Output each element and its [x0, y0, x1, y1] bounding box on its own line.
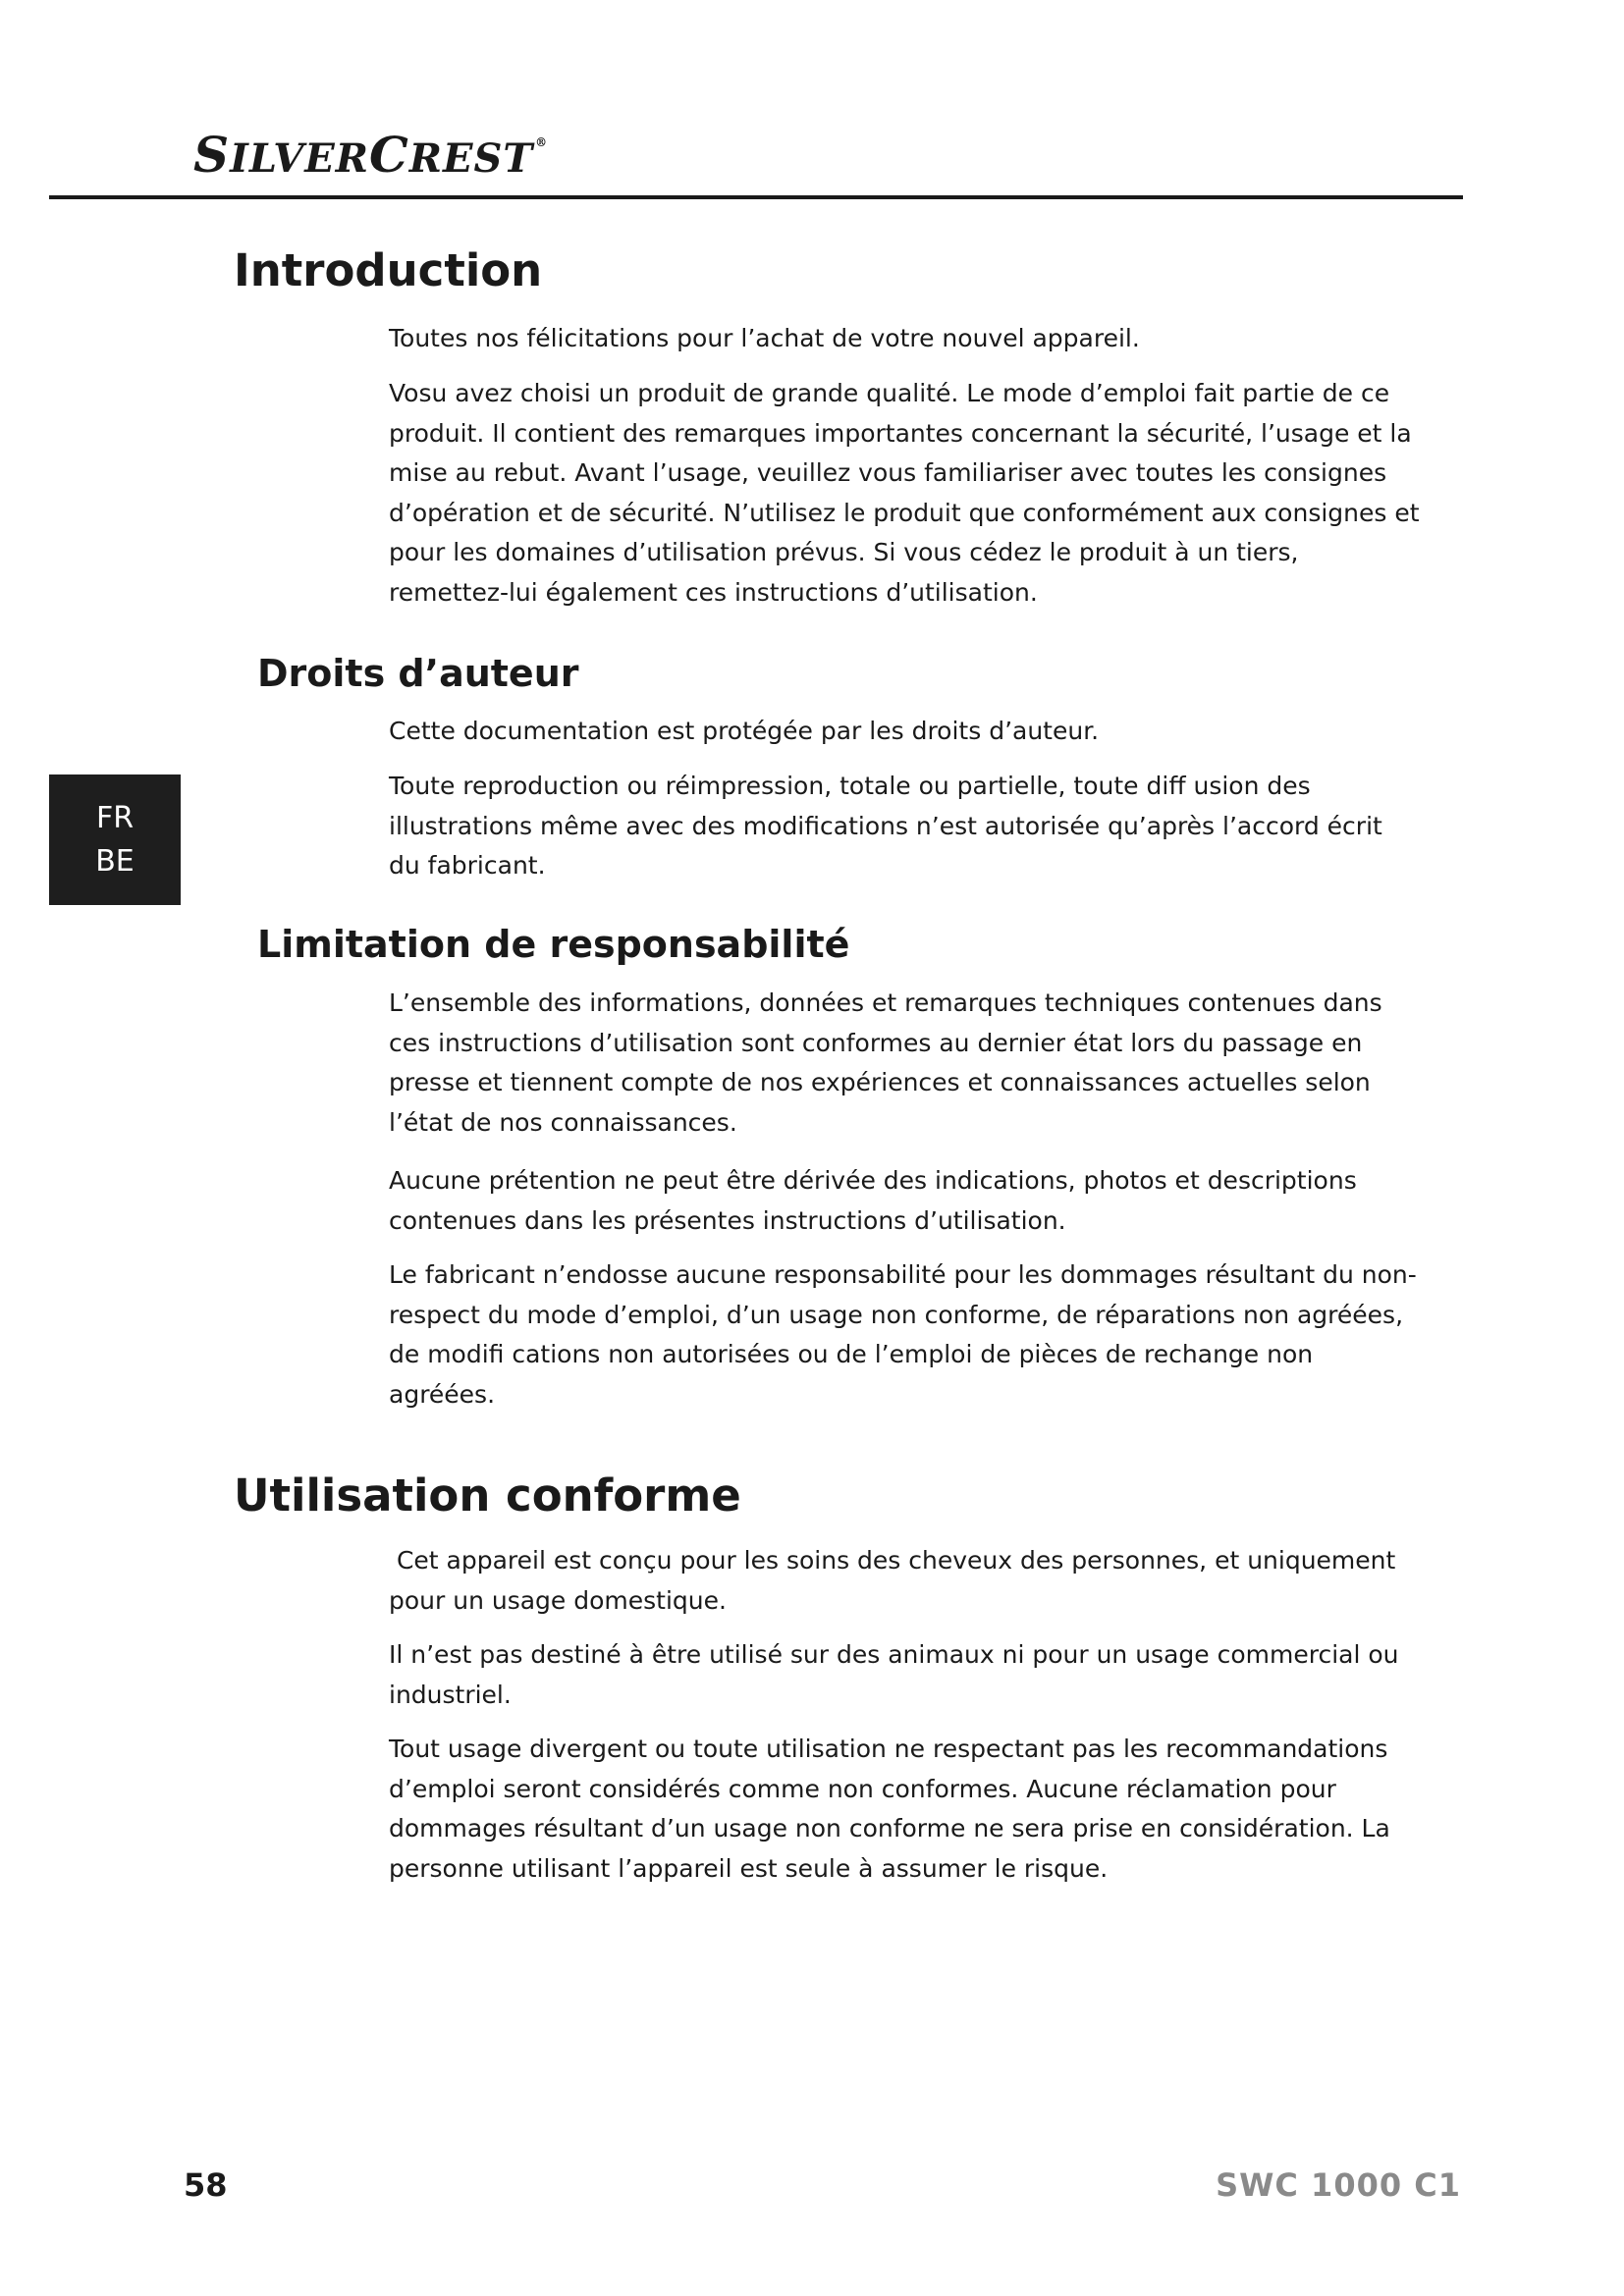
droits-heading: Droits d’auteur — [257, 652, 579, 695]
language-tab — [49, 774, 181, 905]
limitation-paragraph-1: L’ensemble des informations, données et remarques techniques contenues dans ces instructions d’utilisation sont conformes au dernier état lors du passage en presse et tiennent compte de nos expériences et connaissances actuelles selon l’état de nos connaissances. — [389, 988, 1382, 1137]
brand-logo: SILVERCREST ® — [193, 126, 549, 184]
droits-paragraph-2: Toute reproduction ou réimpression, totale ou partielle, toute diff usion des illustrations même avec des modifications n’est autorisée qu’après l’accord écrit du fabricant. — [389, 772, 1382, 880]
introduction-heading: Introduction — [234, 244, 543, 296]
utilisation-paragraph-2: Il n’est pas destiné à être utilisé sur des animaux ni pour un usage commercial ou industriel. — [389, 1640, 1399, 1709]
utilisation-paragraph-3: Tout usage divergent ou toute utilisation ne respectant pas les recommandations d’emploi seront considérés comme non conformes. Aucune réclamation pour dommages résultant d’un usage non conforme ne sera prise en considération. La personne utilisant l’appareil est seule à assumer le risque. — [389, 1735, 1390, 1883]
page-number: 58 — [184, 2166, 228, 2204]
limitation-paragraph-2: Aucune prétention ne peut être dérivée des indications, photos et descriptions contenues dans les présentes instructions d’utilisation. — [389, 1166, 1357, 1235]
introduction-paragraph-1: Toutes nos félicitations pour l’achat de votre nouvel appareil. — [389, 324, 1140, 352]
language-tab-line2: BE — [95, 843, 135, 879]
limitation-heading: Limitation de responsabilité — [257, 923, 850, 966]
droits-paragraph-1: Cette documentation est protégée par les droits d’auteur. — [389, 717, 1100, 745]
header-divider — [49, 195, 1463, 199]
introduction-paragraph-2: Vosu avez choisi un produit de grande qualité. Le mode d’emploi fait partie de ce produit. Il contient des remarques importantes concernant la sécurité, l’usage et la mise au rebut. Avant l’usage, veuillez vous familiariser avec toutes les consignes d’opération et de sécurité. N’utilisez le produit que conformément aux consignes et pour les domaines d’utilisation prévus. Si vous cédez le produit à un tiers, remettez-lui également ces instructions d’utilisation. — [389, 379, 1420, 607]
utilisation-paragraph-1: Cet appareil est conçu pour les soins des cheveux des personnes, et uniquement pour un usage domestique. — [389, 1546, 1404, 1615]
language-tab-line1: FR — [95, 800, 135, 835]
limitation-paragraph-3: Le fabricant n’endosse aucune responsabilité pour les dommages résultant du non-respect du mode d’emploi, d’un usage non conforme, de réparations non agréées, de modifi cations non autorisées ou de l’emploi de pièces de rechange non agréées. — [389, 1260, 1417, 1409]
utilisation-heading: Utilisation conforme — [234, 1469, 741, 1522]
model-number: SWC 1000 C1 — [1216, 2166, 1461, 2204]
